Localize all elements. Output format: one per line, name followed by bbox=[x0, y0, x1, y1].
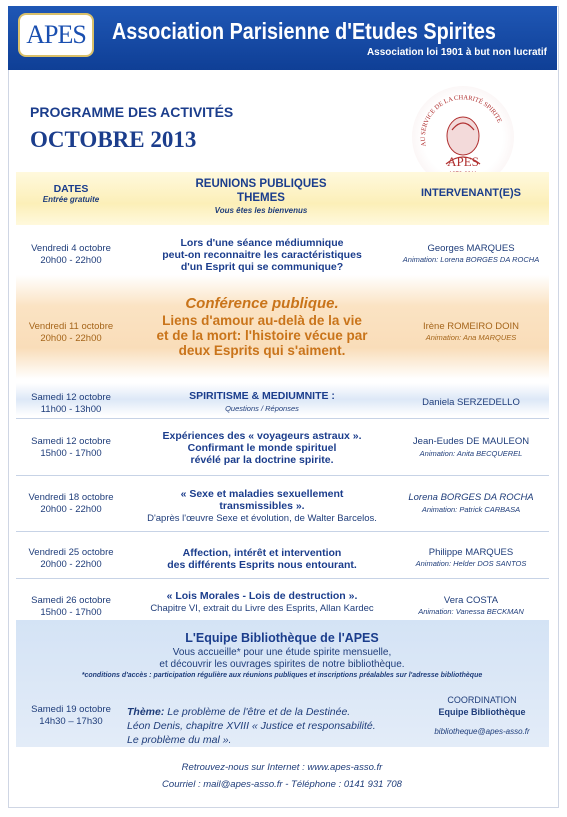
event-animation: Animation: Lorena BORGES DA ROCHA bbox=[402, 255, 540, 264]
library-theme-text: Le problème de l'être et de la Destinée. bbox=[164, 706, 351, 718]
event-theme-line: transmissibles ». bbox=[219, 500, 305, 512]
event-animation: Animation: Helder DOS SANTOS bbox=[415, 559, 527, 568]
event-theme-line: « Sexe et maladies sexuellement bbox=[180, 488, 344, 500]
event-theme-line: « Lois Morales - Lois de destruction ». bbox=[166, 590, 358, 602]
event-theme-line: révélé par la doctrine spirite. bbox=[190, 454, 334, 466]
footer-internet[interactable]: Retrouvez-nous sur Internet : www.apes-asso.fr bbox=[181, 762, 383, 773]
event-time: 15h00 - 17h00 bbox=[40, 448, 102, 459]
row-divider bbox=[16, 578, 549, 579]
themes-header: THEMES bbox=[237, 192, 285, 204]
event-speaker: Irène ROMEIRO DOIN bbox=[422, 321, 520, 332]
library-date: Samedi 19 octobre bbox=[31, 704, 111, 715]
seal-text: AU SERVICE DE LA CHARITÉ SPIRITE bbox=[419, 94, 503, 147]
row-divider bbox=[16, 418, 549, 419]
library-line: Vous accueille* pour une étude spirite mensuelle, bbox=[172, 647, 392, 658]
dates-header: DATES bbox=[53, 183, 89, 195]
event-time: 20h00 - 22h00 bbox=[40, 333, 102, 344]
event-theme-line: SPIRITISME & MEDIUMNITE : bbox=[189, 390, 335, 402]
event-speaker: Lorena BORGES DA ROCHA bbox=[408, 492, 534, 503]
event-date: Vendredi 4 octobre bbox=[31, 243, 111, 254]
event-date: Vendredi 11 octobre bbox=[28, 321, 114, 332]
event-date: Vendredi 18 octobre bbox=[28, 492, 114, 503]
logo-text: APES bbox=[26, 20, 86, 49]
library-conditions: *conditions d'accès : participation régulière aux réunions publiques et inscriptions préalables sur l'adresse bibliothèque bbox=[81, 672, 483, 679]
event-animation: Animation: Vanessa BECKMAN bbox=[418, 607, 524, 616]
event-theme-line: d'un Esprit qui se communique? bbox=[180, 261, 344, 273]
library-time: 14h30 – 17h30 bbox=[39, 716, 103, 727]
event-speaker: Vera COSTA bbox=[443, 595, 499, 606]
conference-title: Conférence publique. bbox=[185, 295, 339, 312]
event-speaker: Georges MARQUES bbox=[427, 243, 515, 254]
event-time: 11h00 - 13h00 bbox=[40, 404, 102, 415]
event-animation: Animation: Ana MARQUES bbox=[425, 333, 517, 342]
event-theme-extra: D'après l'œuvre Sexe et évolution, de Walter Barcelos. bbox=[147, 513, 377, 524]
event-speaker: Jean-Eudes DE MAULEON bbox=[412, 436, 530, 447]
month-title: OCTOBRE 2013 bbox=[30, 127, 197, 152]
library-theme-line-2: Léon Denis, chapitre XVIII « Justice et responsabilité. bbox=[127, 720, 376, 732]
event-speaker: Philippe MARQUES bbox=[428, 547, 514, 558]
event-theme-extra: Chapitre VI, extrait du Livre des Esprits, Allan Kardec bbox=[150, 603, 374, 614]
dates-note: Entrée gratuite bbox=[42, 195, 100, 204]
event-date: Samedi 12 octobre bbox=[31, 392, 111, 403]
apes-logo bbox=[18, 13, 94, 57]
event-time: 15h00 - 17h00 bbox=[40, 607, 102, 618]
event-date: Samedi 12 octobre bbox=[31, 436, 111, 447]
library-title: L'Equipe Bibliothèque de l'APES bbox=[185, 631, 379, 645]
event-time: 20h00 - 22h00 bbox=[40, 255, 102, 266]
event-speaker: Daniela SERZEDELLO bbox=[422, 397, 520, 408]
event-date: Samedi 26 octobre bbox=[31, 595, 111, 606]
seal-logo: APES bbox=[447, 154, 479, 169]
library-theme-line-1 bbox=[127, 706, 350, 718]
event-theme-line: Expériences des « voyageurs astraux ». bbox=[162, 430, 362, 442]
footer-contact[interactable]: Courriel : mail@apes-asso.fr - Téléphone : 0141 931 708 bbox=[162, 779, 402, 790]
coordination-email[interactable]: bibliotheque@apes-asso.fr bbox=[434, 727, 530, 736]
event-time: 20h00 - 22h00 bbox=[40, 504, 102, 515]
event-time: 20h00 - 22h00 bbox=[40, 559, 102, 570]
event-theme-line: Confirmant le monde spirituel bbox=[187, 442, 337, 454]
org-subtitle: Association loi 1901 à but non lucratif bbox=[366, 47, 547, 58]
library-theme-line-3: Le problème du mal ». bbox=[127, 734, 232, 746]
event-animation: Animation: Patrick CARBASA bbox=[421, 505, 521, 514]
event-theme-line: Affection, intérêt et intervention bbox=[182, 547, 342, 559]
library-theme-label: Thème: bbox=[127, 706, 165, 718]
event-theme-note: Questions / Réponses bbox=[225, 404, 299, 413]
org-name: Association Parisienne d'Etudes Spirites bbox=[112, 18, 496, 44]
event-date: Vendredi 25 octobre bbox=[28, 547, 114, 558]
event-theme-line: deux Esprits qui s'aiment. bbox=[178, 343, 346, 358]
row-divider bbox=[16, 475, 549, 476]
meetings-header: REUNIONS PUBLIQUES bbox=[195, 178, 327, 190]
speakers-header: INTERVENANT(E)S bbox=[420, 187, 522, 199]
row-divider bbox=[16, 531, 549, 532]
programme-label: PROGRAMME DES ACTIVITÉS bbox=[30, 104, 234, 120]
library-line: et découvrir les ouvrages spirites de notre bibliothèque. bbox=[159, 659, 405, 670]
event-theme-line: Liens d'amour au-delà de la vie bbox=[162, 313, 362, 328]
themes-note: Vous êtes les bienvenus bbox=[214, 206, 308, 215]
event-theme-line: et de la mort: l'histoire vécue par bbox=[156, 328, 368, 343]
coordination-team: Equipe Bibliothèque bbox=[438, 707, 526, 717]
event-theme-line: Lors d'une séance médiumnique bbox=[180, 237, 344, 249]
coordination-label: COORDINATION bbox=[447, 695, 517, 705]
event-animation: Animation: Anita BECQUEREL bbox=[419, 449, 523, 458]
event-theme-line: peut-on reconnaitre les caractéristiques bbox=[162, 249, 362, 261]
event-theme-line: des différents Esprits nous entourant. bbox=[167, 559, 357, 571]
